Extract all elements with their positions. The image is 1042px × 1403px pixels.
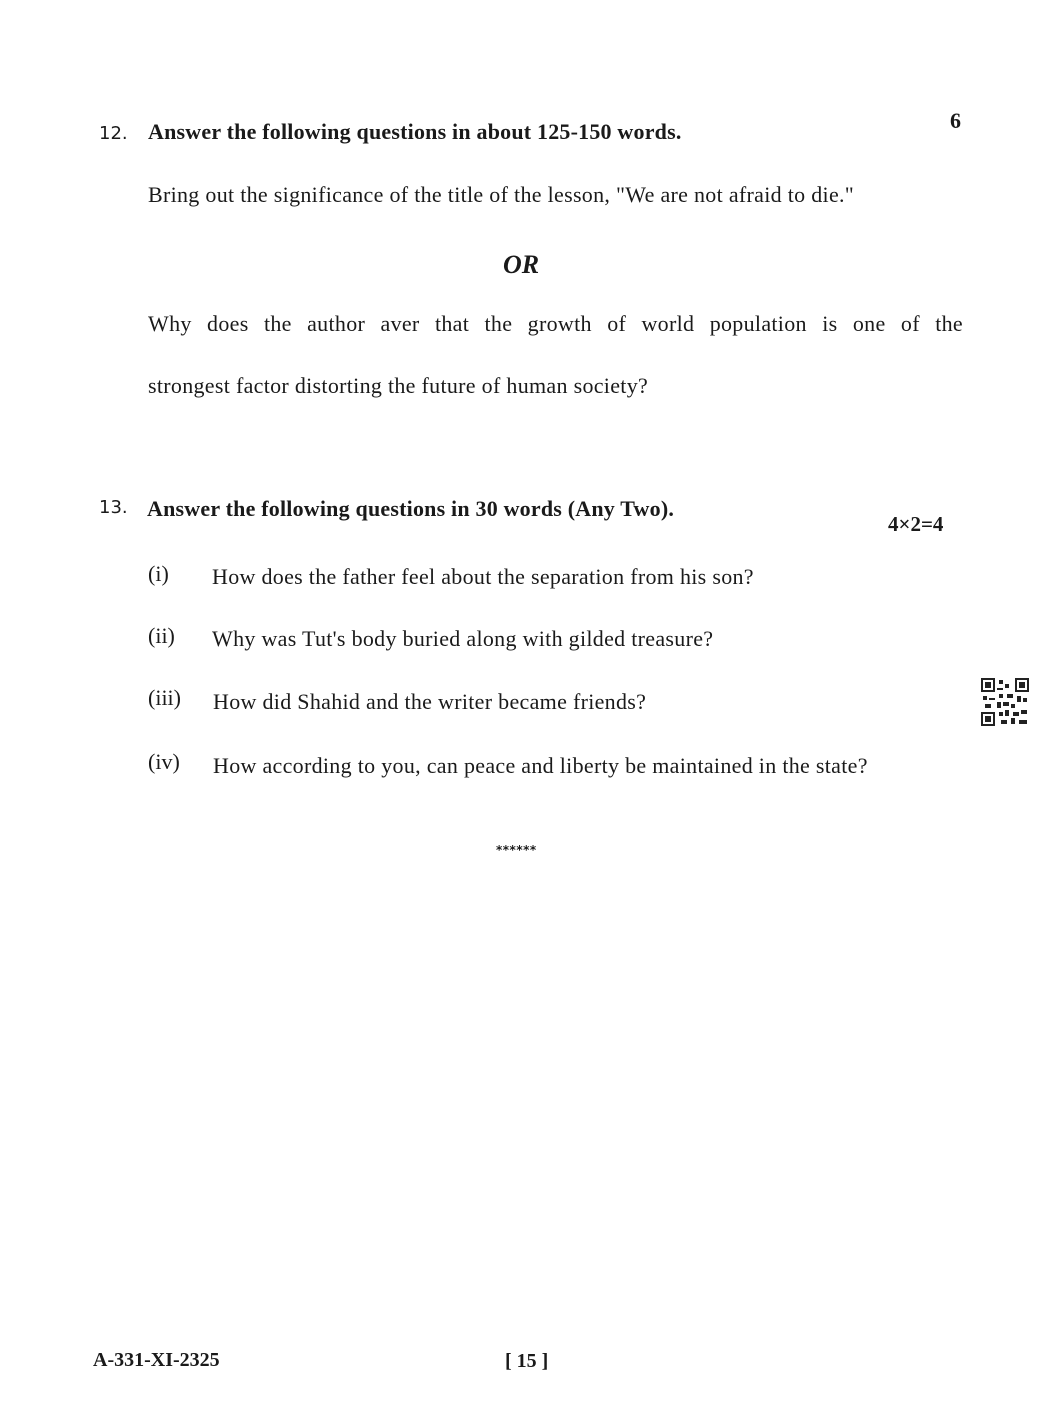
q12-instruction: Answer the following questions in about 125-150 words.	[148, 119, 682, 144]
q12-marks: 6	[950, 108, 961, 133]
q13-item-text: How according to you, can peace and liberty be maintained in the state?	[213, 753, 868, 778]
q13-item-text: How does the father feel about the separation from his son?	[212, 564, 754, 589]
q13-item-text: Why was Tut's body buried along with gilded treasure?	[212, 626, 714, 651]
page-number: [ 15 ]	[505, 1350, 549, 1372]
qr-code-icon	[981, 678, 1029, 730]
q13-marks: 4×2=4	[888, 512, 944, 536]
q12-question-b-line1: Why does the author aver that the growth of world population is one of the	[148, 311, 963, 336]
q13-number: 13.	[99, 497, 128, 518]
end-marker: ******	[496, 843, 537, 857]
q13-item-label: (iv)	[148, 749, 180, 774]
q12-question-b-line2: strongest factor distorting the future of human society?	[148, 373, 649, 398]
q13-item-text: How did Shahid and the writer became friends?	[213, 689, 647, 714]
q12-number: 12.	[99, 123, 128, 144]
or-label: OR	[503, 250, 540, 279]
q12-question-a: Bring out the significance of the title of the lesson, "We are not afraid to die."	[148, 182, 855, 207]
paper-code: A-331-XI-2325	[93, 1349, 220, 1371]
q13-instruction: Answer the following questions in 30 words (Any Two).	[147, 496, 675, 521]
q13-item-label: (iii)	[148, 685, 181, 710]
q13-item-label: (ii)	[148, 623, 175, 648]
q13-item-label: (i)	[148, 561, 169, 586]
